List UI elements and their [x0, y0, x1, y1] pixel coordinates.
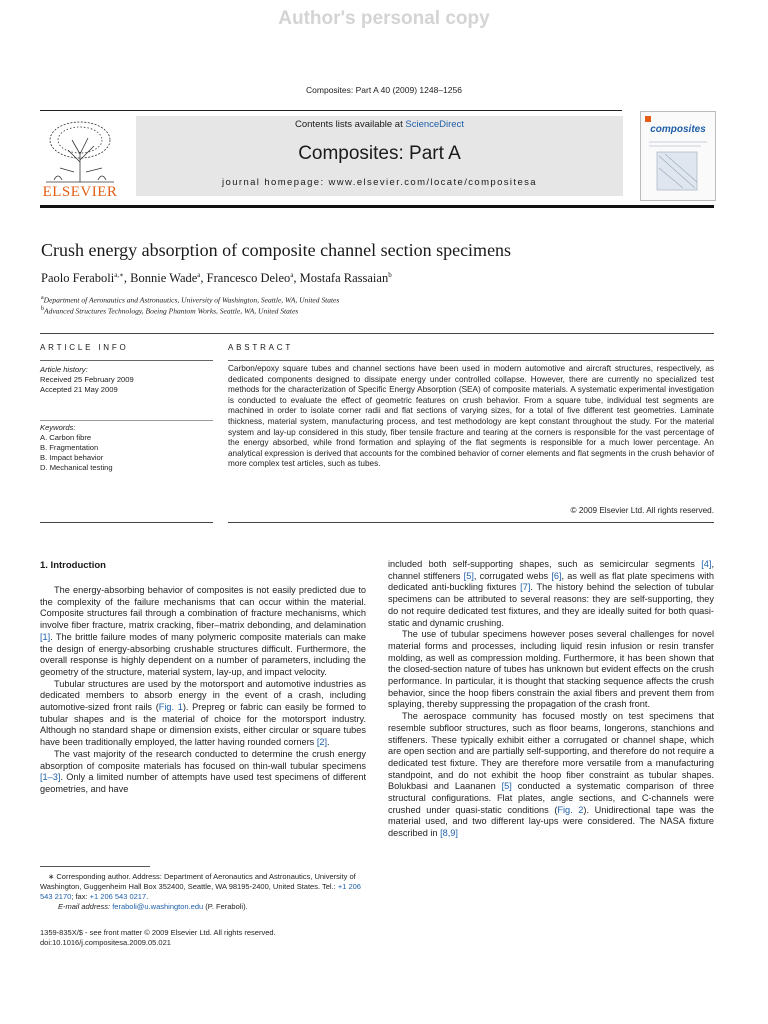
history-rule	[40, 420, 213, 421]
author-sup: a,∗	[114, 271, 124, 279]
author-list	[41, 271, 392, 286]
fax-link[interactable]: +1 206 543 0217	[89, 892, 147, 901]
sciencedirect-link[interactable]: ScienceDirect	[405, 119, 464, 130]
reference-link[interactable]: [5]	[463, 570, 474, 581]
cover-art-icon	[641, 112, 715, 200]
keywords-label: Keywords:	[40, 423, 76, 432]
author-sep: ,	[123, 271, 131, 286]
reference-link[interactable]: [1–3]	[40, 772, 61, 783]
reference-link[interactable]: [4]	[701, 559, 712, 569]
reference-link[interactable]: [5]	[501, 781, 512, 792]
author-name: Paolo Feraboli	[41, 271, 115, 286]
journal-citation: Composites: Part A 40 (2009) 1248–1256	[306, 85, 462, 95]
reference-link[interactable]: [2]	[316, 737, 328, 748]
article-info-heading: ARTICLE INFO	[40, 343, 129, 352]
contents-prefix: Contents lists available at	[295, 119, 406, 130]
abstract-text: Carbon/epoxy square tubes and channel sections have been used in modern automotive and aircraft structures, respectively, as dedicated components designed to dissipate energy under controlled collapse. However, there are currently no specialized test methods for the characterization of Specific Energy Absorption (SEA) of composite materials. A systematic experimental investigation is conducted to evaluate the effect of geometric features on crush behavior. From a square tube, individual test segments are machined in order to isolate corner radii and flat sections of varying sizes, for a total of five different test geometries. Laminate thickness, material system, manufacturing process, and test methodology are kept constant throughout the study. For the material system and lay-up considered in this study, fiber tensile fracture and tearing at the corners is responsible for the vast percentage of the energy absorbed, while frond formation and splaying of the flat segments is responsible for a much lower percentage. An analytical expression is derived that accounts for the combined behavior of corner elements and flat segments in the crush behavior of more complex test articles, such as tubes.	[228, 364, 714, 469]
author-name: Francesco Deleo	[206, 271, 291, 286]
email-suffix: (P. Feraboli).	[203, 902, 248, 911]
cover-title: composites	[650, 124, 706, 135]
page-footer	[40, 928, 276, 948]
author-sup: b	[388, 271, 392, 279]
header-bottom-rule	[40, 205, 714, 208]
affiliation-sup: a	[41, 295, 44, 301]
keyword: A. Carbon fibre	[40, 433, 92, 442]
body-paragraph: The energy-absorbing behavior of composites is not easily predicted due to the complexity of the failure mechanisms that can occur within the material. Composite structures fail through a combination of fracture mechanisms, which involve fiber fracture, matrix cracking, fiber–matrix debonding, and delamination [1]. The brittle failure modes of many polymeric composite materials can make the design of energy-absorbing crushable structures difficult. Furthermore, the overall response is highly dependent on a number of parameters, including the geometry of the structure, material system, lay-up, and impact velocity.	[40, 585, 366, 677]
keyword: D. Mechanical testing	[40, 463, 113, 472]
reference-link[interactable]: Fig. 1	[158, 702, 183, 713]
email-link[interactable]: feraboli@u.washington.edu	[112, 902, 204, 911]
reference-link[interactable]: [7]	[520, 582, 531, 593]
history-label: Article history:	[40, 365, 88, 374]
affiliation-text: Advanced Structures Technology, Boeing Phantom Works, Seattle, WA, United States	[44, 306, 299, 316]
affiliation-sup: b	[41, 306, 44, 312]
author-sup: a	[290, 271, 294, 279]
author-sep: ,	[200, 271, 207, 286]
affiliation-a	[41, 295, 339, 305]
article-title: Crush energy absorption of composite channel section specimens	[41, 240, 512, 260]
keyword: B. Impact behavior	[40, 453, 104, 462]
tree-logo-icon	[40, 116, 120, 184]
abstract-bottom-rule	[228, 522, 714, 523]
journal-title: Composites: Part A	[298, 143, 461, 164]
reference-link[interactable]: Fig. 2	[557, 804, 584, 815]
affiliation-text: Department of Aeronautics and Astronautics, University of Washington, Seattle, WA, United States	[43, 295, 340, 305]
elsevier-logo	[40, 116, 120, 202]
article-history	[40, 365, 215, 395]
accepted-date: Accepted 21 May 2009	[40, 385, 118, 394]
author-name: Bonnie Wade	[130, 271, 198, 286]
info-top-rule	[40, 333, 714, 334]
info-heading-rule	[40, 360, 213, 361]
section-heading: 1. Introduction	[40, 560, 106, 571]
copyright: © 2009 Elsevier Ltd. All rights reserved.	[570, 506, 714, 515]
author-sup: a	[197, 271, 201, 279]
tel-link[interactable]: +1 206 543 2170	[40, 882, 361, 901]
doi-line: doi:10.1016/j.compositesa.2009.05.021	[40, 938, 171, 947]
body-paragraph: included both self-supporting shapes, such as semicircular segments [4], channel stiffeners [5], corrugated webs [6], as well as flat plate specimens with dedicated anti-buckling fixtures [7]. The history behind the selection of tubular specimens can be attributed to several reasons: they are self-supporting, they do not require dedicated test fixtures, and they are ideally suited for both quasi-static and dynamic crushing.	[388, 559, 714, 628]
keyword: B. Fragmentation	[40, 443, 99, 452]
body-paragraph: Tubular structures are used by the motorsport and automotive industries as dedicated members to absorb energy in the event of a crash, including automotive-sized front rails (Fig. 1). Prepreg or fabric can easily be formed to tubular shapes and is the material of choice for the motorsport industry. Although no standard shape or dimension exists, either circular or square tubes have been traditionally employed, the latter having rounded corners [2].	[40, 678, 366, 748]
received-date: Received 25 February 2009	[40, 375, 134, 384]
info-bottom-rule	[40, 522, 213, 523]
footnote-text: Corresponding author. Address: Department of Aeronautics and Astronautics, University of Washington, Guggenheim Hall Box 352400, Seattle, WA 98195-2400, United States. Tel.:	[40, 872, 356, 891]
left-column	[40, 585, 366, 796]
journal-homepage[interactable]: journal homepage: www.elsevier.com/locate/compositesa	[222, 177, 537, 188]
fax-label: ; fax:	[71, 892, 90, 901]
issn-line: 1359-835X/$ - see front matter © 2009 Elsevier Ltd. All rights reserved.	[40, 928, 276, 937]
reference-link[interactable]: [6]	[551, 570, 562, 581]
email-label: E-mail address:	[58, 902, 113, 911]
abstract-heading: ABSTRACT	[228, 343, 294, 352]
body-paragraph: The use of tubular specimens however poses several challenges for novel material forms and processes, including liquid resin infusion or resin transfer molding, as well as compression molding. Furthermore, it has been shown that the closed-section nature of tubes has unknown but evident effects on the crush performance. In particular, it is thought that stacking sequence affects the crush behavior, since the hoop fibers constrain the axial fibers and prevent them from splaying, thereby suppressing the propagation of the crash front.	[388, 629, 714, 710]
abstract-heading-rule	[228, 360, 714, 361]
author-name: Mostafa Rassaian	[299, 271, 389, 286]
journal-banner	[136, 116, 623, 196]
footnote-rule	[40, 866, 150, 867]
header-top-rule	[40, 110, 622, 111]
reference-link[interactable]: [1]	[40, 631, 51, 642]
body-paragraph: The vast majority of the research conducted to determine the crush energy absorption of composite materials has focused on thin-wall tubular specimens [1–3]. Only a limited number of attempts have used test specimens of different geometries, and have	[40, 748, 366, 794]
body-paragraph: The aerospace community has focused mostly on test specimens that resemble subfloor structures, such as floor beams, longerons, stanchions and stiffeners. These typically exhibit either a corrugated or channel shape, which are open section and are partially self-supporting, and therefore do not require a dedicated test fixture. They are therefore more versatile from a manufacturing standpoint, and do not exhibit the hoop fiber constraint as tubular shapes. Bolukbasi and Laananen [5] conducted a systematic comparison of three structural configurations. Flat plates, angle sections, and C-channels were crushed under quasi-static conditions (Fig. 2). Unidirectional tape was the material used, and two different lay-ups were considered. The NASA fixture described in [8,9]	[388, 711, 715, 839]
keywords-block	[40, 423, 215, 473]
watermark: Author's personal copy	[278, 8, 490, 29]
affiliation-b	[41, 306, 298, 316]
corresponding-author-footnote: ∗ Corresponding author. Address: Department of Aeronautics and Astronautics, University of Washington, Guggenheim Hall Box 352400, Seattle, WA 98195-2400, United States. Tel.: +1 206 543 2170; fax: +1 206 543 0217. E-mail address: feraboli@u.washington.edu (P. Feraboli).	[40, 872, 361, 911]
author-sep: ,	[293, 271, 300, 286]
footnote-star: ∗	[48, 872, 55, 881]
right-column	[388, 559, 714, 840]
elsevier-wordmark: ELSEVIER	[42, 184, 118, 200]
reference-link[interactable]: [8,9]	[440, 828, 458, 839]
contents-line	[136, 119, 623, 130]
journal-cover-thumbnail	[640, 111, 716, 201]
